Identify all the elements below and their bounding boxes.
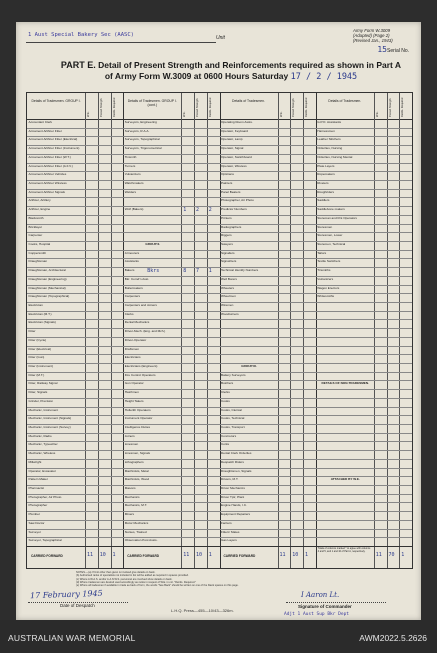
- title-text: Detail of Present Strength and Reinforcements required as shown in Part A of Army Form W.3009 at 0600 Hours Saturday: [98, 60, 402, 81]
- sub-header: Reinfs. Required: [305, 97, 308, 117]
- row-label: Intelligence Duties: [124, 425, 151, 429]
- row-label: Whitesmiths: [317, 294, 335, 299]
- row-label: Armament Artificer Wireless: [28, 181, 67, 185]
- row-label: Pattern Maker: [28, 477, 48, 482]
- row-label: DETAILS OF NON-TRADESMEN.: [321, 381, 369, 386]
- carried-value: 1: [112, 552, 116, 558]
- row-label: [316, 398, 374, 399]
- row-label: [316, 459, 374, 460]
- row-label: Signwriters: [221, 259, 237, 264]
- row-label: [316, 441, 374, 442]
- row-label: Boilermakers: [124, 285, 143, 290]
- row-label: Cooks, Hospital: [28, 242, 51, 246]
- row-label: Battery Surveyors: [221, 372, 246, 377]
- row-label: Mechanics, M.T.: [124, 503, 148, 508]
- row-label: Orderlies, Nursing Mental: [317, 154, 353, 159]
- carried-rule: [27, 546, 123, 547]
- row-label: Clerks: [221, 390, 230, 395]
- row-label: Wagon Erectors: [317, 285, 340, 290]
- row-label: Plumber: [28, 512, 41, 517]
- print-code: L.H.Q. Press—455—10/43—326m.: [171, 608, 234, 613]
- signature-line: [286, 602, 386, 603]
- note-line: (c) Where A.W.A.S. and/or A.A.N.W.S. personnel are involved show details on back.: [76, 577, 173, 581]
- carried-value: 1: [208, 552, 212, 558]
- row-label: Height Takers: [124, 398, 144, 403]
- row-label: [316, 372, 374, 373]
- row-label: Dental Clerk Orderlies: [221, 451, 252, 456]
- carried-value: 70: [388, 552, 395, 558]
- row-label: [316, 302, 374, 303]
- note-line: (b) Authorised ranks of specialists not included in list will be added as required in spaces provided.: [76, 574, 189, 578]
- row-label: Accountant Clerk: [28, 120, 53, 124]
- row-label: Opticians: [221, 172, 234, 177]
- row-label: Armament Artificer Signals: [28, 189, 65, 194]
- row-label: [316, 485, 374, 486]
- row-label: Pharmacist: [28, 486, 44, 490]
- row-label: Bricklayer: [28, 224, 43, 229]
- row-label: Artificer, Artillery: [28, 198, 51, 203]
- row-label: [316, 433, 374, 434]
- signature-handwritten: I Aaron Lt.: [301, 591, 340, 599]
- row-label: Electricians: [124, 355, 141, 360]
- row-label: Observation Post Assts.: [124, 538, 158, 543]
- row-label: [316, 319, 374, 320]
- row-label: Riggers: [221, 233, 232, 238]
- row-label: Fitter: [28, 329, 36, 334]
- sub-header: Posted Strength: [388, 98, 392, 117]
- sub-header: W.E.: [375, 111, 379, 117]
- title-date: 17 / 2 / 1945: [290, 72, 358, 82]
- row-label: Equipment Repairers: [221, 512, 251, 517]
- row-label: Assistants: [124, 259, 139, 264]
- row-label: Gas Layers: [221, 538, 237, 543]
- carried-forward-label: CARRIED FORWARD: [31, 554, 63, 558]
- accession-number: AWM2022.5.2626: [359, 633, 427, 643]
- row-label: Butchers: [221, 381, 234, 386]
- row-label: Engine Hands, I.C.: [221, 503, 247, 508]
- title-part: PART E.: [60, 60, 96, 70]
- row-label: Saddlebone makers: [317, 207, 345, 212]
- we-value: 8: [183, 268, 187, 275]
- row-label: Masons: [124, 486, 136, 490]
- posted-value: 7: [196, 268, 200, 275]
- row-label: Tinsmith: [124, 154, 137, 159]
- row-label: Plate Layers: [317, 163, 335, 168]
- row-label: Signallers: [221, 250, 235, 255]
- row-label: [316, 494, 374, 495]
- carried-value: 10: [196, 552, 203, 558]
- row-label: Joiners: [124, 433, 135, 438]
- row-label: G.P.O. Assistants: [317, 120, 342, 124]
- row-label: [316, 328, 374, 329]
- row-label: [220, 328, 278, 329]
- row-label: Storemen, Technical: [317, 242, 346, 246]
- row-label: Panel Beaters: [221, 189, 241, 194]
- signature-label: Signature of Commander: [298, 604, 352, 609]
- sub-header: W.E.: [87, 111, 90, 117]
- note-line: NOTES.—(a) If Unit other than given is involved give details on back.: [76, 571, 156, 574]
- row-label: Leather Stitchers: [317, 137, 341, 142]
- row-label: Instrument Operator: [124, 416, 153, 421]
- row-label: Electricians (Engineers): [124, 364, 158, 368]
- row-label: Linesmen, Signals: [124, 451, 151, 456]
- row-label: [316, 529, 374, 530]
- row-label: Motor Mechanics: [124, 520, 149, 525]
- unit-value: 1 Aust Special Bakery Sec (AASC): [28, 32, 134, 38]
- unit-label: Unit: [216, 35, 225, 41]
- row-label: Storesmen, Lower: [317, 233, 343, 238]
- row-label: Concretors: [221, 433, 237, 438]
- row-label: Hollerith Operators: [124, 407, 151, 412]
- row-label: Electrician (M.T.): [28, 311, 52, 316]
- row-label: Welders: [124, 189, 137, 194]
- row-label: Linesmen: [124, 442, 139, 447]
- row-label: Riveters: [317, 181, 329, 185]
- row-label: Operator, Keyboard: [221, 128, 249, 133]
- row-label: Machinists, Metal: [124, 468, 149, 473]
- carried-rule: [123, 546, 219, 547]
- row-label: Blacksmith: [28, 215, 44, 220]
- row-label: Cooks: [221, 398, 230, 403]
- page-title: [56, 60, 406, 83]
- row-label: Fitter (Cycle): [28, 337, 47, 342]
- serial-value: 15: [377, 45, 387, 54]
- row-label: Photographer, Air Photo: [221, 198, 254, 203]
- row-label: Turners: [124, 163, 136, 168]
- row-label: Textile Switchers: [317, 259, 341, 264]
- reinf-value: 1: [208, 268, 212, 275]
- row-label: Watchmakers: [124, 181, 144, 185]
- row-label: Millwright: [28, 459, 42, 464]
- row-label: Fitter (Electrical): [28, 346, 52, 351]
- row-label: Draughtsman: [28, 259, 48, 264]
- row-label: Storeman and Rnt Operators: [317, 215, 357, 220]
- row-label: [316, 502, 374, 503]
- row-label: [123, 215, 181, 216]
- row-label: Draughtsman (Mechanical): [28, 285, 66, 290]
- row-label: Hatchmen: [124, 390, 139, 395]
- row-label: Corks: [221, 442, 230, 447]
- carried-value: 1: [305, 552, 309, 558]
- row-label: [316, 407, 374, 408]
- form-id-line: (Adapted) (Page 2): [353, 33, 390, 38]
- carried-forward-label: CARRIED FORWARD: [223, 554, 256, 558]
- row-label: Surveyor, Topographical: [28, 538, 62, 543]
- row-label: [220, 337, 278, 338]
- row-label: [316, 511, 374, 512]
- row-label: Armament Artificer Fitter: [28, 128, 62, 133]
- carried-value: 10: [292, 552, 299, 558]
- row-label: Electrician (Signals): [28, 320, 56, 325]
- row-label: Harnessmen: [317, 128, 335, 133]
- row-label: Mechanic, Instrument: [28, 407, 59, 412]
- row-label: Draughtsman (Engineering): [28, 276, 67, 281]
- row-label: Storesmen: [317, 224, 333, 229]
- row-label: Clerks: [124, 311, 134, 316]
- sub-header: Reinfs. Required: [208, 97, 212, 117]
- carried-rule: [220, 546, 316, 547]
- carried-value: 10: [99, 552, 106, 558]
- row-label: Despatch Riders: [221, 459, 244, 464]
- row-label: Orderlies, Nursing: [317, 146, 343, 151]
- row-label: Driver Mechanics: [221, 486, 245, 490]
- row-label: [316, 337, 374, 338]
- row-label: Draftsmen: [124, 346, 140, 351]
- row-label: [316, 468, 374, 469]
- notes-block: [76, 571, 376, 587]
- row-label: [316, 424, 374, 425]
- note-line: (e) Where all tradesmen if available in trade as back of form, the words "See Back" should be written on one of the blank spaces on this page.: [76, 584, 239, 588]
- row-label: Operator, Excavator: [28, 468, 57, 473]
- row-label: Electrician: [28, 303, 43, 307]
- row-label: Armament Artificer Fitter (W.T.): [28, 154, 71, 159]
- carried-value: 11: [183, 552, 190, 558]
- row-label: Fitters' Mates: [221, 529, 240, 534]
- column-header: Details of Tradesmen. GROUP I. (cont.): [127, 99, 177, 107]
- row-label: Well Borers: [221, 276, 237, 281]
- unit-line: [26, 32, 225, 43]
- bakers-entry: Bkrs: [147, 268, 160, 275]
- form-identifier: [353, 28, 413, 43]
- row-label: [316, 415, 374, 416]
- tradesmen-table: [26, 92, 413, 569]
- carried-value: 11: [87, 552, 94, 558]
- row-label: Driver-Operator: [124, 337, 147, 342]
- note-line: (d) Where tradesmen are desired used accordingly as ranks in respect of W.E. in col. "Reinfs. Required.": [76, 580, 197, 584]
- row-label: Armament Artificer Fitter (A.F.V.): [28, 163, 73, 168]
- row-label: [220, 319, 278, 320]
- carried-value: 11: [375, 552, 382, 558]
- row-label: Wiremen: [221, 303, 234, 307]
- row-label: Armament Artificer Vehicles: [28, 172, 67, 177]
- totals-note: Totals of columns marked * to agree with columns 4 and 5, and 1 and 10 of Part A, respectively.: [317, 547, 371, 553]
- row-label: Surveyors, Trigonometrical: [124, 146, 162, 151]
- row-label: [220, 346, 278, 347]
- row-label: ATTACHED BY W.E.: [330, 477, 360, 482]
- row-label: Tinsmiths: [317, 268, 331, 273]
- document-page: [16, 22, 421, 620]
- row-label: Cooks, Clerical: [221, 407, 242, 412]
- sub-header: W.E.: [279, 111, 283, 117]
- row-label: Fitter, Railway Signal: [28, 381, 58, 386]
- row-label: [316, 346, 374, 347]
- unit-stamp: Adjt 1 Aust Sup Bkr Dept: [284, 612, 350, 617]
- row-label: Fitter (M.T.): [28, 372, 45, 377]
- row-label: Mechanic, Instrument (Survey): [28, 425, 71, 429]
- carried-forward-label: CARRIED FORWARD: [127, 554, 160, 558]
- column-header: Details of Tradesmen. GROUP I.: [31, 99, 81, 103]
- row-label: Carpenters and Joiners: [124, 303, 157, 307]
- row-label: GROUP II.: [145, 242, 161, 246]
- row-label: Predictor Numbers: [221, 207, 247, 212]
- row-label: Operator, Switchboard: [221, 154, 252, 159]
- row-label: Vulcanizers: [124, 172, 141, 177]
- row-label: Nurses, Trained: [124, 529, 147, 534]
- row-label: Mechanic, Wireless: [28, 451, 56, 456]
- row-label: Grinder, Precision: [28, 398, 54, 403]
- column-header: Details of Tradesmen.: [328, 99, 362, 103]
- row-label: Bkr. Comd'n Asst.: [124, 276, 150, 281]
- row-label: Driver Tptr, Plant: [221, 494, 245, 499]
- row-label: Operator, Lamp: [221, 137, 243, 142]
- row-label: Fitter (Instrument): [28, 364, 54, 368]
- row-label: Carpenter: [28, 233, 43, 238]
- row-label: Radiographers: [221, 224, 242, 229]
- row-label: [316, 363, 374, 364]
- row-label: Dental Mechanics: [124, 320, 150, 325]
- row-label: Surveyors, Topographical: [124, 137, 160, 142]
- row-label: Surveyor: [28, 529, 41, 534]
- row-label: [316, 520, 374, 521]
- row-label: Painters: [221, 181, 233, 185]
- row-label: [316, 389, 374, 390]
- sub-header: Posted Strength: [292, 98, 296, 117]
- row-label: Farriers: [221, 520, 232, 525]
- row-label: Mechanic, Radio: [28, 433, 52, 438]
- row-label: Wheelmen: [221, 294, 236, 299]
- we-value: 1: [183, 207, 187, 214]
- row-label: Mechanic, Typewriter: [28, 442, 58, 447]
- row-label: Surveyors, Engineering: [124, 120, 157, 124]
- row-label: Draughtsman (Topographical): [28, 294, 70, 299]
- row-label: Surveyors, R.A.A.: [124, 128, 150, 133]
- row-label: Draughtsman, Architectural: [28, 268, 66, 273]
- row-label: Operator, Wireless: [221, 163, 247, 168]
- carried-value: 1: [401, 552, 405, 558]
- reinf-value: 2: [208, 207, 212, 214]
- row-label: Draughtsmen, Signals: [221, 468, 252, 473]
- row-label: Saddlers: [317, 198, 330, 203]
- row-label: Ropemakers: [317, 172, 335, 177]
- row-label: [316, 450, 374, 451]
- row-label: Coppersmith: [28, 250, 47, 255]
- sub-header: Posted Strength: [99, 98, 103, 117]
- row-label: Armament Artificer Fitter (Instrument): [28, 146, 80, 151]
- row-label: [316, 354, 374, 355]
- row-label: GROUP III.: [241, 364, 257, 368]
- form-id-line: Army Form W.3009: [353, 28, 391, 33]
- carried-value: 11: [279, 552, 286, 558]
- row-label: Roughriders: [317, 189, 335, 194]
- row-label: Saw Doctor: [28, 520, 45, 525]
- column-header: Details of Tradesmen.: [232, 99, 265, 103]
- row-label: Printers: [221, 215, 232, 220]
- row-label: Photographer, Air Photo: [28, 494, 62, 499]
- row-label: Machinists, Wood: [124, 477, 150, 482]
- row-label: [316, 537, 374, 538]
- serial-label: Serial No.: [387, 48, 409, 54]
- sub-header: Posted Strength: [196, 98, 199, 117]
- row-label: [123, 232, 181, 233]
- row-label: Miners: [124, 512, 135, 517]
- row-label: Fitter, Signals: [28, 390, 48, 395]
- sub-header: Reinfs. Required: [401, 97, 405, 117]
- form-id-line: (Revised Jan., 1943): [353, 38, 393, 43]
- row-label: [123, 224, 181, 225]
- row-label: [220, 354, 278, 355]
- row-label: [123, 197, 181, 198]
- row-label: Woodturners: [221, 311, 239, 316]
- posted-value: 2: [196, 207, 200, 214]
- row-label: Photographer: [28, 503, 48, 508]
- row-label: Carpenters: [124, 294, 141, 299]
- row-label: Tailors: [317, 250, 327, 255]
- row-label: Armourers: [124, 250, 140, 255]
- row-label: Operating Room Assts.: [221, 120, 253, 124]
- row-label: Armament Artificer Fitter (Electrical): [28, 137, 78, 142]
- row-label: Vulcanizers: [317, 276, 334, 281]
- row-label: Mechanic, Instrument (Signals): [28, 416, 72, 421]
- sub-header: Reinfs. Required: [112, 97, 116, 117]
- row-label: Bakers: [124, 268, 135, 273]
- row-label: Technical Identify Numbers: [221, 268, 259, 273]
- row-label: Sawyers: [221, 242, 233, 246]
- row-label: Operator, Signal: [221, 146, 244, 151]
- row-label: Fitter (Gun): [28, 355, 45, 360]
- row-label: Cooks, Transport: [221, 425, 245, 429]
- dispatch-date-handwritten: 17 February 1945: [29, 588, 103, 601]
- row-label: Fire Control Operators: [124, 372, 156, 377]
- row-label: Wolf (Bakers): [124, 207, 144, 212]
- row-label: Driver-Mech. (Eng. and Mch.): [124, 329, 166, 334]
- row-label: Cooks, Technical: [221, 416, 245, 421]
- dispatch-label: Date of Despatch: [60, 603, 95, 608]
- sub-header: W.E.: [183, 111, 187, 117]
- archive-credit: AUSTRALIAN WAR MEMORIAL: [8, 633, 136, 643]
- row-label: Drivers, M.T.: [221, 477, 239, 482]
- row-label: Mechanics: [124, 494, 140, 499]
- row-label: Gun Operator: [124, 381, 144, 386]
- row-label: [316, 311, 374, 312]
- row-label: Artificer, Engine: [28, 207, 51, 212]
- row-label: Wheelers: [221, 285, 235, 290]
- row-label: Lithographers: [124, 459, 144, 464]
